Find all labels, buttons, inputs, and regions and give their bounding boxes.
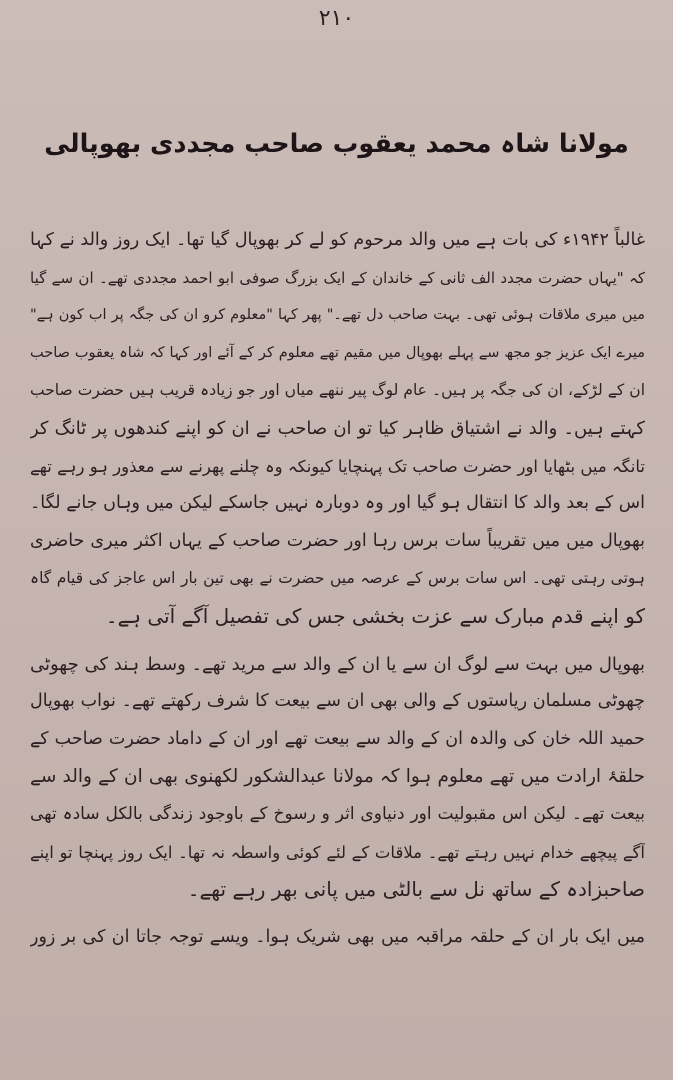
text-line: اس کے بعد والد کا انتقال ہو گیا اور وہ دوبارہ نہیں جاسکے لیکن میں وہاں جانے لگا۔ (30, 493, 645, 514)
text-line: صاحبزادہ کے ساتھ نل سے بالٹی میں پانی بھر رہے تھے۔ (187, 877, 645, 902)
text-line: غالباً ۱۹۴۲ء کی بات ہے میں والد مرحوم کو لے کر بھوپال گیا تھا۔ ایک روز والد نے کہا (30, 230, 645, 250)
chapter-heading: مولانا شاہ محمد یعقوب صاحب مجددی بھوپالی (44, 129, 629, 159)
text-line: حلقۂ ارادت میں تھے معلوم ہوا کہ مولانا عبدالشکور لکھنوی بھی ان کے والد سے (30, 766, 645, 788)
text-line: بیعت تھے۔ لیکن اس مقبولیت اور دنیاوی اثر و رسوخ کے باوجود زندگی بالکل سادہ تھی (30, 803, 645, 824)
text-line: بھوپال میں بہت سے لوگ ان سے یا ان کے والد سے مرید تھے۔ وسط ہند کی چھوٹی (30, 653, 645, 675)
text-line: بھوپال میں میں تقریباً سات برس رہا اور حضرت صاحب کے یہاں اکثر میری حاضری (30, 530, 645, 551)
text-line: آگے پیچھے خدام نہیں رہتے تھے۔ ملاقات کے لئے کوئی واسطہ نہ تھا۔ ایک روز پہنچا تو اپنے (30, 842, 645, 862)
text-line: کو اپنے قدم مبارک سے عزت بخشی جس کی تفصیل آگے آتی ہے۔ (105, 603, 645, 628)
text-line: ہوتی رہتی تھی۔ اس سات برس کے عرصہ میں حضرت نے بھی تین بار اس عاجز کی قیام گاہ (30, 569, 645, 588)
paragraph-gap (30, 909, 645, 919)
text-line: حمید اللہ خان کی والدہ ان کے والد سے بیعت تھے اور ان کے داماد حضرت صاحب کے (30, 728, 645, 749)
body-text (30, 222, 645, 956)
text-line: کہ "یہاں حضرت مجدد الف ثانی کے خاندان کے ایک بزرگ صوفی ابو احمد مجددی تھے۔ ان سے گیا (30, 268, 645, 287)
text-line: میں ایک بار ان کے حلقہ مراقبہ میں بھی شریک ہوا۔ ویسے توجہ جاتا ان کی بر زور (30, 926, 645, 947)
text-line: ان کے لڑکے، ان کی جگہ پر ہیں۔ عام لوگ پیر ننھے میاں اور جو زیادہ قریب ہیں حضرت صاحب (30, 381, 645, 400)
page-number: ۲۱۰ (318, 6, 355, 31)
paragraph-gap (30, 636, 645, 646)
text-line: تانگہ میں بٹھایا اور حضرت صاحب تک پہنچایا کیونکہ وہ چلنے پھرنے سے معذور ہو رہے تھے (30, 456, 645, 476)
text-line: کہتے ہیں۔ والد نے اشتیاق ظاہر کیا تو ان صاحب نے ان کو اپنے کندھوں پر ٹانگ کر (30, 417, 645, 439)
text-line: چھوٹی مسلمان ریاستوں کے والی بھی ان سے بیعت کا شرف رکھتے تھے۔ نواب بھوپال (30, 691, 645, 712)
text-line: میرے ایک عزیز جو مجھ سے پہلے بھوپال میں مقیم تھے معلوم کر کے آئے اور کہا کہ شاہ یعقوب صاحب (30, 344, 645, 361)
text-line: میں میری ملاقات ہوئی تھی۔ بہت صاحب دل تھے۔" پھر کہا "معلوم کرو ان کی جگہ پر اب کون ہے" (30, 307, 645, 324)
